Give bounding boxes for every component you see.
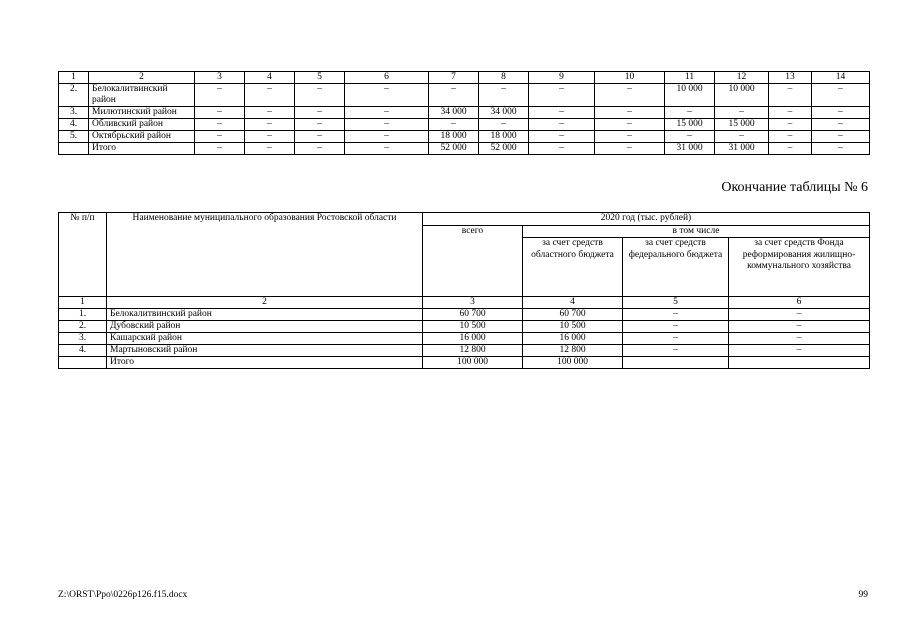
table-cell: –: [195, 107, 245, 119]
table-cell: –: [769, 131, 812, 143]
table-cell: –: [245, 107, 295, 119]
table-cell: 14: [812, 72, 870, 84]
table-cell: –: [195, 143, 245, 155]
table-row: [59, 84, 870, 107]
table-cell: –: [595, 107, 665, 119]
table-cell: –: [345, 119, 429, 131]
table-cell: 10 500: [523, 321, 623, 333]
footer-file-path: Z:\ORST\Ppo\0226p126.f15.docx: [58, 590, 188, 600]
table-cell: –: [529, 131, 595, 143]
table-cell: [59, 357, 107, 369]
table-cell: 8: [479, 72, 529, 84]
table-cell: 10 500: [423, 321, 523, 333]
table-caption: Окончание таблицы № 6: [721, 180, 868, 195]
table-cell: 5.: [59, 131, 89, 143]
table-cell: Дубовский район: [107, 321, 423, 333]
table-cell: –: [429, 119, 479, 131]
table-row: [59, 357, 870, 369]
table-cell: 4: [245, 72, 295, 84]
table-cell: 1.: [59, 309, 107, 321]
table-cell: 100 000: [423, 357, 523, 369]
table-cell: 15 000: [715, 119, 769, 131]
table-cell: –: [729, 321, 870, 333]
table-row: [59, 131, 870, 143]
table-cell: –: [769, 107, 812, 119]
table-cell: –: [715, 107, 769, 119]
table-cell: –: [245, 131, 295, 143]
final-table: [58, 212, 870, 369]
table-cell: –: [769, 143, 812, 155]
table-cell: 5: [295, 72, 345, 84]
table-cell: 100 000: [523, 357, 623, 369]
table-cell: Белокалитвинский район: [107, 309, 423, 321]
table-cell: 10 000: [715, 84, 769, 107]
table-cell: 18 000: [429, 131, 479, 143]
header-year: 2020 год (тыс. рублей): [423, 213, 870, 226]
table-row: [59, 333, 870, 345]
table-cell: –: [345, 107, 429, 119]
table-cell: –: [665, 107, 715, 119]
table-cell: –: [295, 107, 345, 119]
table-row: [59, 309, 870, 321]
table-cell: 2: [89, 72, 195, 84]
table-cell: 3: [423, 297, 523, 309]
table-cell: 3.: [59, 107, 89, 119]
table-cell: 4: [523, 297, 623, 309]
table-cell: 34 000: [479, 107, 529, 119]
table-cell: [729, 357, 870, 369]
header-federal-budget: за счет средств федерального бюджета: [623, 238, 729, 297]
table-cell: 34 000: [429, 107, 479, 119]
table-cell: –: [812, 84, 870, 107]
table-cell: –: [623, 309, 729, 321]
table-cell: 12: [715, 72, 769, 84]
footer-page-number: 99: [858, 590, 868, 600]
table-cell: 15 000: [665, 119, 715, 131]
table-row: [59, 321, 870, 333]
table-cell: 10 000: [665, 84, 715, 107]
table-cell: 31 000: [715, 143, 769, 155]
table-cell: –: [812, 143, 870, 155]
header-including: в том числе: [523, 225, 870, 238]
table-cell: 4.: [59, 345, 107, 357]
table-cell: –: [529, 143, 595, 155]
table-cell: Мартыновский район: [107, 345, 423, 357]
table-cell: –: [812, 131, 870, 143]
table-cell: –: [623, 333, 729, 345]
table-cell: –: [429, 84, 479, 107]
table-cell: –: [529, 84, 595, 107]
table-cell: 11: [665, 72, 715, 84]
table-cell: –: [529, 107, 595, 119]
table-cell: 2.: [59, 321, 107, 333]
table-cell: [59, 143, 89, 155]
table-cell: –: [715, 131, 769, 143]
table-cell: –: [812, 107, 870, 119]
table-cell: 10: [595, 72, 665, 84]
table-cell: 2: [107, 297, 423, 309]
table-cell: 12 800: [523, 345, 623, 357]
table-cell: –: [665, 131, 715, 143]
header-regional-budget: за счет средств областного бюджета: [523, 238, 623, 297]
table-cell: –: [812, 119, 870, 131]
table-cell: –: [623, 321, 729, 333]
table-cell: 6: [729, 297, 870, 309]
table-cell: –: [595, 131, 665, 143]
table-cell: 52 000: [429, 143, 479, 155]
table-cell: –: [479, 119, 529, 131]
table-row: [59, 119, 870, 131]
header-name: Наименование муниципального образования Ростовской области: [107, 213, 423, 297]
table-row: [59, 107, 870, 119]
table-cell: 60 700: [523, 309, 623, 321]
table-cell: 3.: [59, 333, 107, 345]
table-cell: Обливский район: [89, 119, 195, 131]
table-cell: –: [295, 84, 345, 107]
table-cell: –: [195, 119, 245, 131]
table-cell: –: [245, 143, 295, 155]
table-cell: –: [295, 143, 345, 155]
table-cell: –: [769, 84, 812, 107]
table-cell: 52 000: [479, 143, 529, 155]
table-cell: –: [195, 84, 245, 107]
table-cell: –: [295, 119, 345, 131]
table-header-row: [59, 72, 870, 84]
table-column-numbers-row: [59, 297, 870, 309]
table-cell: –: [295, 131, 345, 143]
table-row: [59, 345, 870, 357]
table-cell: –: [479, 84, 529, 107]
header-number: № п/п: [59, 213, 107, 297]
table-cell: –: [345, 143, 429, 155]
continuation-table: [58, 71, 870, 155]
table-cell: 60 700: [423, 309, 523, 321]
table-cell: 7: [429, 72, 479, 84]
table-cell: 3: [195, 72, 245, 84]
header-housing-fund: за счет средств Фонда реформирования жилищно-коммунального хозяйства: [729, 238, 870, 297]
table-cell: –: [729, 333, 870, 345]
table-cell: 13: [769, 72, 812, 84]
table-cell: –: [195, 131, 245, 143]
table-cell: 2.: [59, 84, 89, 107]
header-total: всего: [423, 225, 523, 297]
table-cell: –: [595, 143, 665, 155]
table-cell: Кашарский район: [107, 333, 423, 345]
table-cell: –: [595, 84, 665, 107]
table-cell: 4.: [59, 119, 89, 131]
table-cell: 9: [529, 72, 595, 84]
table-cell: 5: [623, 297, 729, 309]
table-cell: 16 000: [423, 333, 523, 345]
table-cell: 12 800: [423, 345, 523, 357]
table-cell: 18 000: [479, 131, 529, 143]
table-cell: 31 000: [665, 143, 715, 155]
table-cell: –: [345, 131, 429, 143]
table-cell: 1: [59, 297, 107, 309]
table-cell: Милютинский район: [89, 107, 195, 119]
table-cell: –: [623, 345, 729, 357]
table-cell: –: [345, 84, 429, 107]
table-cell: Итого: [89, 143, 195, 155]
table-cell: –: [595, 119, 665, 131]
table-cell: 16 000: [523, 333, 623, 345]
table-cell: 1: [59, 72, 89, 84]
table-cell: –: [245, 119, 295, 131]
table-cell: –: [769, 119, 812, 131]
table-cell: 6: [345, 72, 429, 84]
table-cell: Белокалитвинский район: [89, 84, 195, 107]
table-cell: –: [729, 345, 870, 357]
table-cell: Октябрьский район: [89, 131, 195, 143]
table-cell: –: [729, 309, 870, 321]
table-row: [59, 143, 870, 155]
table-cell: –: [529, 119, 595, 131]
table-cell: [623, 357, 729, 369]
table-cell: Итого: [107, 357, 423, 369]
table-cell: –: [245, 84, 295, 107]
